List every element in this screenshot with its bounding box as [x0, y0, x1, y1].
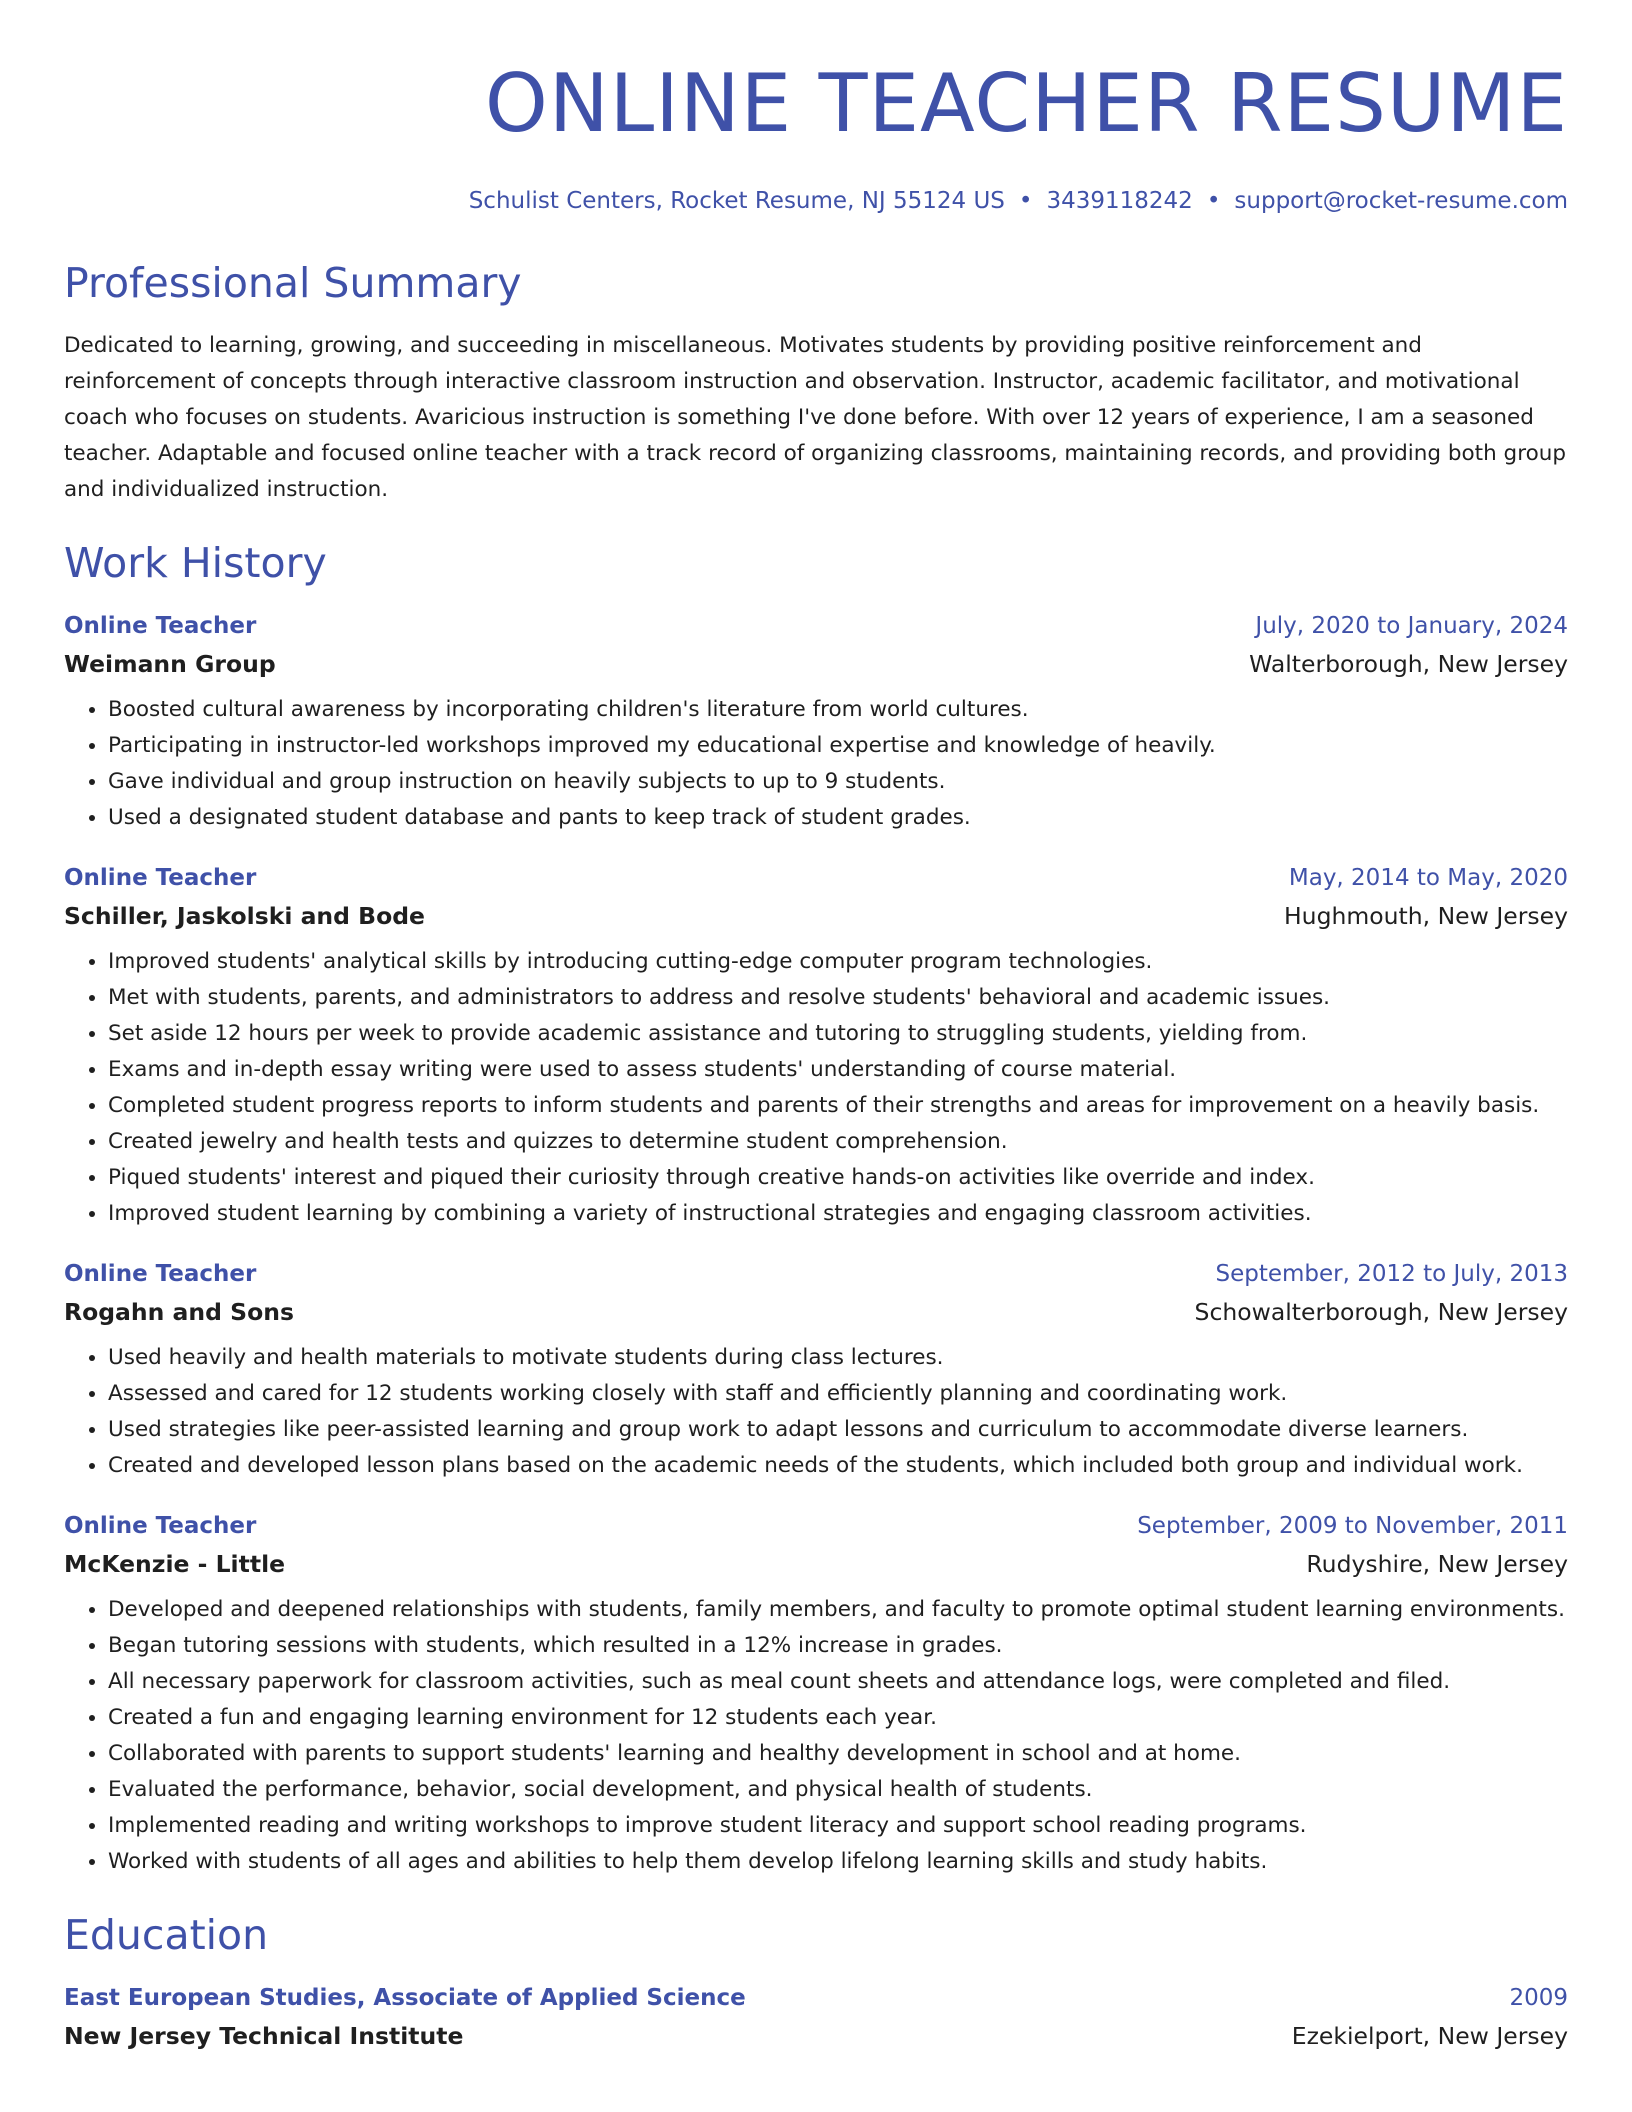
bullet-separator: •: [1206, 188, 1221, 214]
contact-line: [64, 186, 1568, 216]
job-entry: [64, 862, 1568, 1232]
job-bullet: • Used heavily and health materials to motivate students during class lectures.: [108, 1340, 1568, 1376]
job-bullet: • Gave individual and group instruction on heavily subjects to up to 9 students.: [108, 764, 1568, 800]
job-bullet: • Used a designated student database and pants to keep track of student grades.: [108, 800, 1568, 836]
job-bullet: • Developed and deepened relationships with students, family members, and faculty to promote optimal student learning environments.: [108, 1592, 1568, 1628]
job-bullet: • Evaluated the performance, behavior, social development, and physical health of students.: [108, 1772, 1568, 1808]
education-location: Ezekielport, New Jersey: [1291, 2022, 1568, 2050]
education-heading: Education: [64, 1911, 269, 1959]
job-bullet: • Created jewelry and health tests and quizzes to determine student comprehension.: [108, 1124, 1568, 1160]
job-bullet: • Participating in instructor-led workshops improved my educational expertise and knowledge of heavily.: [108, 728, 1568, 764]
education-school: New Jersey Technical Institute: [64, 2022, 464, 2050]
job-title: Online Teacher: [64, 865, 257, 891]
job-company-row: [64, 1296, 1568, 1328]
job-company-row: [64, 1548, 1568, 1580]
job-entry: [64, 610, 1568, 836]
job-company-row: [64, 900, 1568, 932]
job-bullet: • Boosted cultural awareness by incorporating children's literature from world cultures.: [108, 692, 1568, 728]
job-bullet: • Assessed and cared for 12 students working closely with staff and efficiently planning and coordinating work.: [108, 1376, 1568, 1412]
education-entry: [64, 1982, 1568, 2014]
work-history-list: [64, 610, 1568, 1880]
job-title: Online Teacher: [64, 1261, 257, 1287]
contact-phone: 3439118242: [1046, 188, 1193, 214]
job-location: Schowalterborough, New Jersey: [1194, 1298, 1568, 1326]
education-school-row: [64, 2020, 1568, 2052]
job-entry: [64, 1258, 1568, 1484]
job-bullet: • Began tutoring sessions with students, which resulted in a 12% increase in grades.: [108, 1628, 1568, 1664]
job-bullet-list: [64, 944, 1568, 1232]
job-bullet: • All necessary paperwork for classroom activities, such as meal count sheets and attendance logs, were completed and filed.: [108, 1664, 1568, 1700]
job-title: Online Teacher: [64, 613, 257, 639]
job-bullet: • Implemented reading and writing workshops to improve student literacy and support school reading programs.: [108, 1808, 1568, 1844]
job-title-row: [64, 1510, 1568, 1542]
job-company: Rogahn and Sons: [64, 1298, 294, 1326]
job-dates: September, 2009 to November, 2011: [1137, 1513, 1568, 1539]
job-location: Hughmouth, New Jersey: [1284, 902, 1568, 930]
contact-address: Schulist Centers, Rocket Resume, NJ 55124 US: [468, 188, 1005, 214]
work-history-heading: Work History: [64, 539, 327, 587]
education-year: 2009: [1509, 1985, 1568, 2011]
job-bullet: • Improved students' analytical skills by introducing cutting-edge computer program technologies.: [108, 944, 1568, 980]
job-location: Walterborough, New Jersey: [1249, 650, 1568, 678]
job-company-row: [64, 648, 1568, 680]
job-location: Rudyshire, New Jersey: [1306, 1550, 1568, 1578]
job-bullet: • Set aside 12 hours per week to provide academic assistance and tutoring to struggling students, yielding from.: [108, 1016, 1568, 1052]
job-bullet: • Completed student progress reports to inform students and parents of their strengths and areas for improvement on a heavily basis.: [108, 1088, 1568, 1124]
contact-email: support@rocket-resume.com: [1234, 188, 1568, 214]
job-dates: May, 2014 to May, 2020: [1288, 865, 1568, 891]
job-company: Weimann Group: [64, 650, 276, 678]
job-title-row: [64, 862, 1568, 894]
job-dates: July, 2020 to January, 2024: [1255, 613, 1568, 639]
job-bullet: • Piqued students' interest and piqued their curiosity through creative hands-on activities like override and index.: [108, 1160, 1568, 1196]
job-entry: [64, 1510, 1568, 1880]
job-bullet-list: [64, 1592, 1568, 1880]
job-bullet: • Improved student learning by combining a variety of instructional strategies and engaging classroom activities.: [108, 1196, 1568, 1232]
job-bullet: • Exams and in-depth essay writing were used to assess students' understanding of course material.: [108, 1052, 1568, 1088]
bullet-separator: •: [1018, 188, 1033, 214]
job-title-row: [64, 610, 1568, 642]
resume-page: [64, 0, 1568, 2052]
job-company: Schiller, Jaskolski and Bode: [64, 902, 425, 930]
job-bullet: • Worked with students of all ages and abilities to help them develop lifelong learning skills and study habits.: [108, 1844, 1568, 1880]
summary-heading: Professional Summary: [64, 259, 522, 307]
summary-text: Dedicated to learning, growing, and succeeding in miscellaneous. Motivates students by providing positive reinforcement and reinforcement of concepts through interactive classroom instruction and observation. Instructor, academic facilitator, and motivational coach who focuses on students. Avaricious instruction is something I've done before. With over 12 years of experience, I am a seasoned teacher. Adaptable and focused online teacher with a track record of organizing classrooms, maintaining records, and providing both group and individualized instruction.: [64, 333, 1566, 502]
job-bullet-list: [64, 1340, 1568, 1484]
job-dates: September, 2012 to July, 2013: [1215, 1261, 1568, 1287]
job-bullet: • Met with students, parents, and administrators to address and resolve students' behavioral and academic issues.: [108, 980, 1568, 1016]
job-title-row: [64, 1258, 1568, 1290]
job-title: Online Teacher: [64, 1513, 257, 1539]
job-bullet: • Created and developed lesson plans based on the academic needs of the students, which included both group and individual work.: [108, 1448, 1568, 1484]
job-bullet: • Collaborated with parents to support students' learning and healthy development in school and at home.: [108, 1736, 1568, 1772]
job-bullet: • Used strategies like peer-assisted learning and group work to adapt lessons and curriculum to accommodate diverse learners.: [108, 1412, 1568, 1448]
job-bullet-list: [64, 692, 1568, 836]
job-bullet: • Created a fun and engaging learning environment for 12 students each year.: [108, 1700, 1568, 1736]
resume-title: ONLINE TEACHER RESUME: [484, 57, 1568, 150]
education-degree: East European Studies, Associate of Applied Science: [64, 1985, 746, 2011]
job-company: McKenzie - Little: [64, 1550, 286, 1578]
